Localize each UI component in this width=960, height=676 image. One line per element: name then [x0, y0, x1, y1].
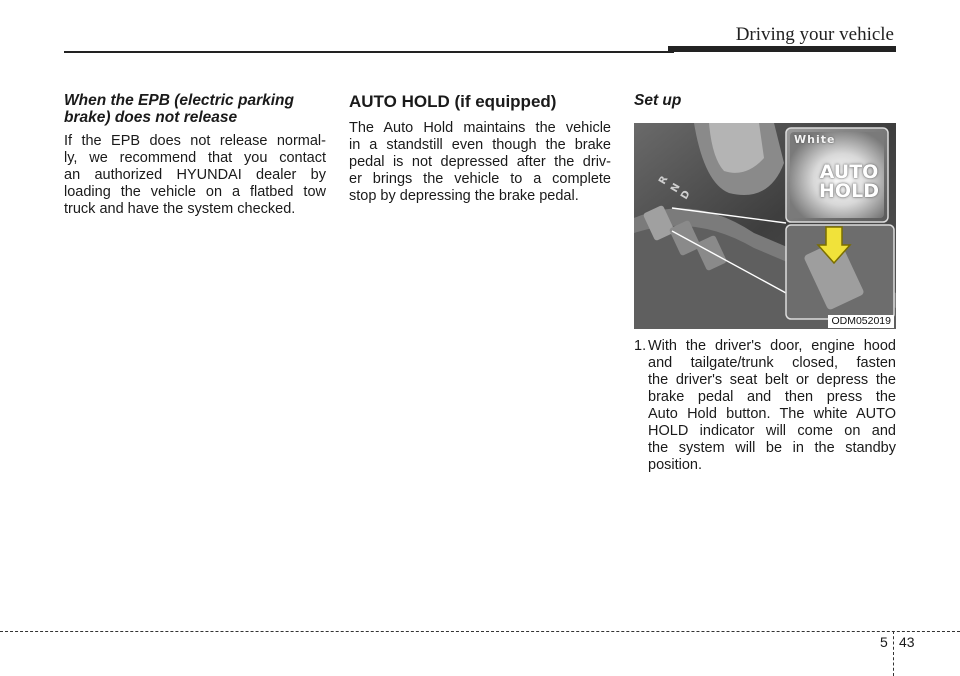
- header-rule-accent: [668, 46, 896, 52]
- indicator-text-line: HOLD: [819, 180, 879, 202]
- body-line: If the EPB does not release normal-: [64, 133, 326, 149]
- column-auto-hold: [349, 92, 611, 205]
- section-title: Driving your vehicle: [735, 24, 894, 45]
- svg-text:R: R: [657, 174, 671, 187]
- chapter-number: 5: [880, 634, 888, 650]
- body-line: ly, we recommend that you contact: [64, 150, 326, 166]
- header-rule: [64, 51, 674, 53]
- body-line: brake pedal and then press the: [648, 389, 896, 405]
- body-line: er brings the vehicle to a complete: [349, 171, 611, 187]
- body-line: With the driver's door, engine hood: [648, 338, 896, 354]
- body-line: The Auto Hold maintains the vehicle: [349, 120, 611, 136]
- page-number: 43: [899, 634, 915, 650]
- step-number: 1.: [634, 338, 647, 354]
- console-illustration: [634, 123, 896, 329]
- body-line: truck and have the system checked.: [64, 201, 296, 217]
- svg-text:D: D: [679, 188, 693, 202]
- body-line: loading the vehicle on a flatbed tow: [64, 184, 326, 200]
- epb-subheading-line: brake) does not release: [64, 109, 238, 126]
- epb-subheading-line: When the EPB (electric parking: [64, 92, 294, 109]
- auto-hold-heading: AUTO HOLD (if equipped): [349, 92, 557, 111]
- body-line: and tailgate/trunk closed, fasten: [648, 355, 896, 371]
- body-line: position.: [648, 457, 703, 473]
- body-line: pedal is not depressed after the driv-: [349, 154, 611, 170]
- indicator-text-line: AUTO: [819, 161, 879, 183]
- body-line: Auto Hold button. The white AUTO: [648, 406, 896, 422]
- body-line: stop by depressing the brake pedal.: [349, 188, 579, 204]
- figure-code: ODM052019: [828, 315, 894, 328]
- epb-body: [64, 133, 326, 218]
- auto-hold-indicator: [818, 163, 880, 201]
- svg-text:N: N: [669, 181, 683, 195]
- epb-subheading: [64, 92, 326, 126]
- column-set-up: [634, 92, 896, 116]
- column-epb-release: [64, 92, 326, 218]
- auto-hold-figure: [634, 123, 896, 329]
- body-line: the system will be in the standby: [648, 440, 896, 456]
- auto-hold-body: [349, 120, 611, 205]
- body-line: in a standstill even though the brake: [349, 137, 611, 153]
- footer-rule: [0, 631, 960, 632]
- body-line: the driver's seat belt or depress the: [648, 372, 896, 388]
- body-line: an authorized HYUNDAI dealer by: [64, 167, 326, 183]
- set-up-subheading: Set up: [634, 92, 682, 109]
- indicator-color-label: White: [794, 133, 836, 146]
- step-text: [648, 338, 896, 474]
- body-line: HOLD indicator will come on and: [648, 423, 896, 439]
- footer-divider: [893, 631, 894, 676]
